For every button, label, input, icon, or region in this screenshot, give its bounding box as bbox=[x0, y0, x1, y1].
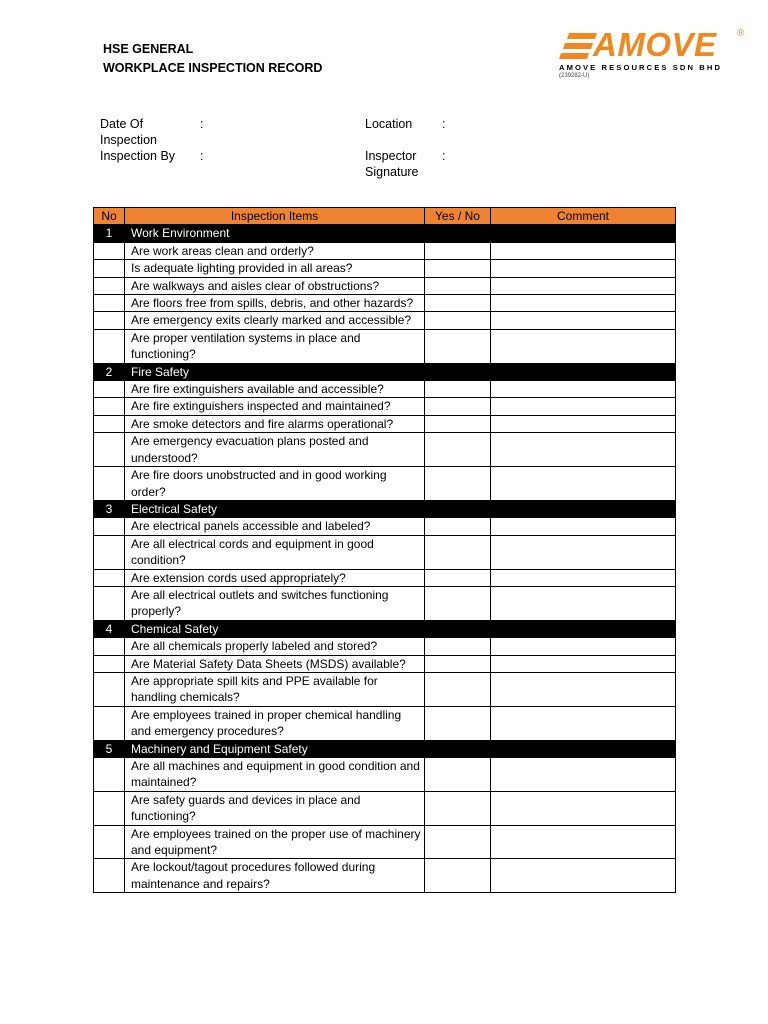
item-number-cell bbox=[94, 586, 125, 620]
section-header-row bbox=[94, 620, 676, 637]
yes-no-cell[interactable] bbox=[425, 706, 491, 740]
item-number-cell bbox=[94, 791, 125, 825]
logo-brand-text: AMOVE bbox=[593, 26, 717, 63]
table-row bbox=[94, 277, 676, 294]
inspection-table-body bbox=[94, 225, 676, 893]
yes-no-cell[interactable] bbox=[425, 859, 491, 893]
inspection-item-text: Are safety guards and devices in place and functioning? bbox=[125, 791, 425, 825]
inspector-signature-label bbox=[365, 148, 419, 180]
yes-no-cell[interactable] bbox=[425, 638, 491, 655]
inspection-item-text: Are emergency exits clearly marked and accessible? bbox=[125, 312, 425, 329]
comment-cell[interactable] bbox=[491, 859, 676, 893]
yes-no-cell[interactable] bbox=[425, 381, 491, 398]
yes-no-cell[interactable] bbox=[425, 586, 491, 620]
table-row bbox=[94, 467, 676, 501]
comment-cell[interactable] bbox=[491, 312, 676, 329]
yes-no-cell[interactable] bbox=[425, 655, 491, 672]
section-title: Electrical Safety bbox=[125, 500, 676, 517]
date-of-inspection-label bbox=[100, 116, 157, 148]
yes-no-cell[interactable] bbox=[425, 433, 491, 467]
section-number: 2 bbox=[94, 363, 125, 380]
inspector-label-line-1: Inspector bbox=[365, 149, 417, 163]
comment-cell[interactable] bbox=[491, 655, 676, 672]
yes-no-cell[interactable] bbox=[425, 825, 491, 859]
comment-cell[interactable] bbox=[491, 825, 676, 859]
comment-cell[interactable] bbox=[491, 260, 676, 277]
title-line-1: HSE GENERAL bbox=[103, 42, 194, 56]
item-number-cell bbox=[94, 433, 125, 467]
table-row bbox=[94, 518, 676, 535]
yes-no-cell[interactable] bbox=[425, 295, 491, 312]
section-title: Work Environment bbox=[125, 225, 676, 242]
item-number-cell bbox=[94, 277, 125, 294]
comment-cell[interactable] bbox=[491, 638, 676, 655]
section-header-row bbox=[94, 363, 676, 380]
table-row bbox=[94, 535, 676, 569]
table-row bbox=[94, 586, 676, 620]
item-number-cell bbox=[94, 312, 125, 329]
inspection-item-text: Are emergency evacuation plans posted and understood? bbox=[125, 433, 425, 467]
yes-no-cell[interactable] bbox=[425, 260, 491, 277]
comment-cell[interactable] bbox=[491, 242, 676, 259]
table-row bbox=[94, 381, 676, 398]
date-label-line-2: Inspection bbox=[100, 133, 157, 147]
yes-no-cell[interactable] bbox=[425, 758, 491, 792]
item-number-cell bbox=[94, 859, 125, 893]
yes-no-cell[interactable] bbox=[425, 672, 491, 706]
table-row bbox=[94, 791, 676, 825]
yes-no-cell[interactable] bbox=[425, 398, 491, 415]
table-row bbox=[94, 638, 676, 655]
company-logo bbox=[557, 26, 752, 85]
item-number-cell bbox=[94, 706, 125, 740]
table-header-row bbox=[94, 208, 676, 225]
comment-cell[interactable] bbox=[491, 518, 676, 535]
item-number-cell bbox=[94, 467, 125, 501]
inspection-item-text: Are all electrical cords and equipment in good condition? bbox=[125, 535, 425, 569]
logo-speed-stripes-icon bbox=[557, 33, 597, 63]
yes-no-cell[interactable] bbox=[425, 329, 491, 363]
inspection-item-text: Are electrical panels accessible and labeled? bbox=[125, 518, 425, 535]
date-colon: : bbox=[200, 117, 204, 131]
inspection-item-text: Are fire extinguishers available and accessible? bbox=[125, 381, 425, 398]
item-number-cell bbox=[94, 535, 125, 569]
yes-no-cell[interactable] bbox=[425, 467, 491, 501]
yes-no-cell[interactable] bbox=[425, 242, 491, 259]
comment-cell[interactable] bbox=[491, 433, 676, 467]
inspection-item-text: Are smoke detectors and fire alarms operational? bbox=[125, 415, 425, 432]
table-row bbox=[94, 433, 676, 467]
inspection-item-text: Are all machines and equipment in good condition and maintained? bbox=[125, 758, 425, 792]
inspection-item-text: Are all chemicals properly labeled and stored? bbox=[125, 638, 425, 655]
item-number-cell bbox=[94, 758, 125, 792]
table-row bbox=[94, 329, 676, 363]
header-comment: Comment bbox=[491, 208, 676, 225]
comment-cell[interactable] bbox=[491, 398, 676, 415]
table-row bbox=[94, 398, 676, 415]
item-number-cell bbox=[94, 825, 125, 859]
item-number-cell bbox=[94, 381, 125, 398]
inspector-signature-colon: : bbox=[442, 149, 446, 163]
comment-cell[interactable] bbox=[491, 758, 676, 792]
title-line-2: WORKPLACE INSPECTION RECORD bbox=[103, 61, 323, 75]
inspector-label-line-2: Signature bbox=[365, 165, 419, 179]
table-row bbox=[94, 242, 676, 259]
inspection-item-text: Are proper ventilation systems in place and functioning? bbox=[125, 329, 425, 363]
table-row bbox=[94, 312, 676, 329]
section-number: 3 bbox=[94, 500, 125, 517]
inspection-item-text: Are employees trained in proper chemical handling and emergency procedures? bbox=[125, 706, 425, 740]
logo-company-name: AMOVE RESOURCES SDN BHD bbox=[559, 63, 723, 72]
inspection-item-text: Are fire doors unobstructed and in good working order? bbox=[125, 467, 425, 501]
comment-cell[interactable] bbox=[491, 569, 676, 586]
inspection-item-text: Are Material Safety Data Sheets (MSDS) available? bbox=[125, 655, 425, 672]
inspection-item-text: Are floors free from spills, debris, and other hazards? bbox=[125, 295, 425, 312]
inspection-item-text: Are fire extinguishers inspected and maintained? bbox=[125, 398, 425, 415]
table-row bbox=[94, 655, 676, 672]
comment-cell[interactable] bbox=[491, 381, 676, 398]
location-label: Location bbox=[365, 117, 413, 131]
comment-cell[interactable] bbox=[491, 791, 676, 825]
comment-cell[interactable] bbox=[491, 672, 676, 706]
inspection-by-colon: : bbox=[200, 149, 204, 163]
section-number: 1 bbox=[94, 225, 125, 242]
table-row bbox=[94, 825, 676, 859]
item-number-cell bbox=[94, 242, 125, 259]
item-number-cell bbox=[94, 638, 125, 655]
header-inspection-items: Inspection Items bbox=[125, 208, 425, 225]
item-number-cell bbox=[94, 260, 125, 277]
inspection-item-text: Are all electrical outlets and switches functioning properly? bbox=[125, 586, 425, 620]
table-row bbox=[94, 672, 676, 706]
inspection-item-text: Are extension cords used appropriately? bbox=[125, 569, 425, 586]
item-number-cell bbox=[94, 295, 125, 312]
logo-registration-number: (239282-U) bbox=[559, 73, 590, 79]
document-title bbox=[103, 40, 322, 78]
yes-no-cell[interactable] bbox=[425, 569, 491, 586]
comment-cell[interactable] bbox=[491, 277, 676, 294]
comment-cell[interactable] bbox=[491, 467, 676, 501]
yes-no-cell[interactable] bbox=[425, 277, 491, 294]
section-number: 5 bbox=[94, 740, 125, 757]
item-number-cell bbox=[94, 329, 125, 363]
comment-cell[interactable] bbox=[491, 295, 676, 312]
table-row bbox=[94, 569, 676, 586]
table-row bbox=[94, 415, 676, 432]
comment-cell[interactable] bbox=[491, 415, 676, 432]
comment-cell[interactable] bbox=[491, 586, 676, 620]
section-title: Machinery and Equipment Safety bbox=[125, 740, 676, 757]
header-yes-no: Yes / No bbox=[425, 208, 491, 225]
section-header-row bbox=[94, 500, 676, 517]
yes-no-cell[interactable] bbox=[425, 312, 491, 329]
yes-no-cell[interactable] bbox=[425, 535, 491, 569]
location-colon: : bbox=[442, 117, 446, 131]
comment-cell[interactable] bbox=[491, 329, 676, 363]
inspection-item-text: Are work areas clean and orderly? bbox=[125, 242, 425, 259]
item-number-cell bbox=[94, 655, 125, 672]
inspection-by-label: Inspection By bbox=[100, 149, 176, 163]
inspection-item-text: Are employees trained on the proper use of machinery and equipment? bbox=[125, 825, 425, 859]
item-number-cell bbox=[94, 672, 125, 706]
section-header-row bbox=[94, 740, 676, 757]
section-header-row bbox=[94, 225, 676, 242]
table-row bbox=[94, 706, 676, 740]
inspection-item-text: Are appropriate spill kits and PPE available for handling chemicals? bbox=[125, 672, 425, 706]
item-number-cell bbox=[94, 518, 125, 535]
section-title: Fire Safety bbox=[125, 363, 676, 380]
inspection-item-text: Are walkways and aisles clear of obstructions? bbox=[125, 277, 425, 294]
comment-cell[interactable] bbox=[491, 706, 676, 740]
inspection-item-text: Are lockout/tagout procedures followed during maintenance and repairs? bbox=[125, 859, 425, 893]
item-number-cell bbox=[94, 415, 125, 432]
comment-cell[interactable] bbox=[491, 535, 676, 569]
date-label-line-1: Date Of bbox=[100, 117, 144, 131]
item-number-cell bbox=[94, 569, 125, 586]
section-title: Chemical Safety bbox=[125, 620, 676, 637]
registered-mark: ® bbox=[737, 28, 745, 39]
section-number: 4 bbox=[94, 620, 125, 637]
inspection-item-text: Is adequate lighting provided in all areas? bbox=[125, 260, 425, 277]
table-row bbox=[94, 758, 676, 792]
table-row bbox=[94, 260, 676, 277]
item-number-cell bbox=[94, 398, 125, 415]
header-no: No bbox=[94, 208, 125, 225]
inspection-table bbox=[93, 207, 676, 893]
yes-no-cell[interactable] bbox=[425, 791, 491, 825]
table-row bbox=[94, 295, 676, 312]
table-row bbox=[94, 859, 676, 893]
yes-no-cell[interactable] bbox=[425, 518, 491, 535]
yes-no-cell[interactable] bbox=[425, 415, 491, 432]
